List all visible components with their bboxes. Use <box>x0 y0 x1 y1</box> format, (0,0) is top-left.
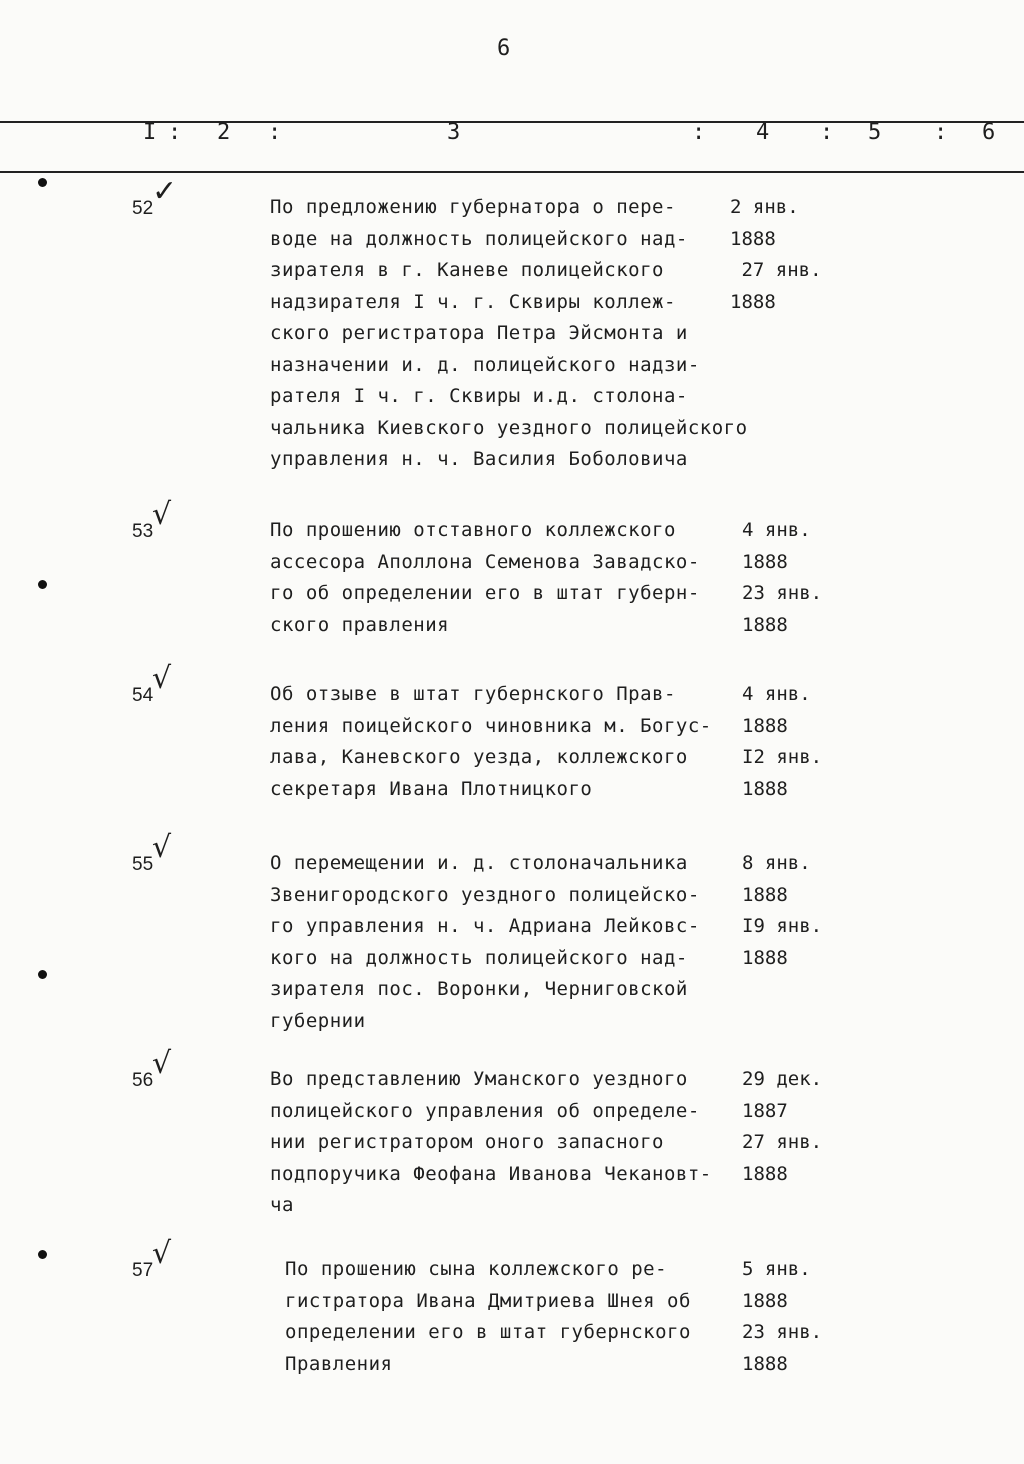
column-separator: : <box>168 120 182 145</box>
date-year: 1888 <box>730 290 776 313</box>
entry-text-line: секретаря Ивана Плотницкого <box>270 777 593 800</box>
page-number: 6 <box>497 36 511 61</box>
entry-text-line: зирателя в г. Каневе полицейского <box>270 259 664 281</box>
entry-text-line: О перемещении и. д. столоначальника <box>270 852 688 874</box>
entry-number: 54 <box>132 685 154 706</box>
entry-text-line: подпоручика Феофана Иванова Чекановт- <box>270 1162 712 1185</box>
entry-text-line: ления поицейского чиновника м. Богус- <box>270 714 712 737</box>
entry-text-line: кого на должность полицейского над- <box>270 946 688 969</box>
date-day-month: 8 янв. <box>742 852 811 874</box>
punch-hole-mark <box>38 1250 47 1259</box>
punch-hole-mark <box>38 580 47 589</box>
entry-text-line: Во представлению Уманского уездного <box>270 1068 688 1090</box>
entry-text-line: рателя I ч. г. Сквиры и.д. столона- <box>270 385 688 407</box>
entry-text-line: По предложению губернатора о пере- <box>270 196 676 218</box>
column-number: 6 <box>982 120 996 145</box>
entry-number: 57 <box>132 1260 154 1281</box>
date-year: 1888 <box>742 1289 788 1312</box>
date-year: 1888 <box>742 550 788 573</box>
entry-text-line: губернии <box>270 1009 366 1032</box>
date-day-month: 5 янв. <box>742 1258 811 1280</box>
entry-text-line: ча <box>270 1194 294 1216</box>
entry-text-line: ского регистратора Петра Эйсмонта и <box>270 322 688 344</box>
entry-text-line: Правления <box>285 1352 393 1375</box>
entry-number: 53 <box>132 521 154 542</box>
date-day-month: 2 янв. <box>730 196 799 218</box>
date-day-month: 4 янв. <box>742 519 811 541</box>
punch-hole-mark <box>38 178 47 187</box>
date-day-month: 23 янв. <box>742 582 823 604</box>
date-year: 1888 <box>742 777 788 800</box>
entry-number: 56 <box>132 1070 154 1091</box>
column-number: 5 <box>868 120 882 145</box>
entry-text-line: управления н. ч. Василия Боболовича <box>270 448 688 470</box>
entry-text-line: го об определении его в штат губерн- <box>270 582 700 604</box>
entry-text-line: нии регистратором оного запасного <box>270 1131 664 1153</box>
date-day-month: I9 янв. <box>742 915 823 937</box>
column-number: 2 <box>217 120 231 145</box>
date-year: 1888 <box>742 946 788 969</box>
date-year: 1887 <box>742 1099 788 1122</box>
header-bottom-rule <box>0 171 1024 173</box>
date-day-month: 4 янв. <box>742 683 811 705</box>
date-year: 1888 <box>742 714 788 737</box>
date-day-month: 27 янв. <box>742 1131 823 1153</box>
date-day-month: I2 янв. <box>742 746 823 768</box>
entry-text-line: ассесора Аполлона Семенова Завадско- <box>270 550 700 573</box>
entry-text-line: зирателя пос. Воронки, Черниговской <box>270 978 688 1000</box>
column-separator: : <box>692 120 706 145</box>
column-number: I <box>143 120 157 145</box>
column-separator: : <box>268 120 282 145</box>
column-separator: : <box>820 120 834 145</box>
date-year: 1888 <box>742 613 788 636</box>
column-number: 4 <box>756 120 770 145</box>
checkmark-icon: √ <box>152 1046 172 1081</box>
date-year: 1888 <box>730 227 776 250</box>
entry-number: 52 <box>132 198 154 219</box>
entry-text-line: го управления н. ч. Адриана Лейковс- <box>270 915 700 937</box>
column-number: 3 <box>447 120 461 145</box>
checkmark-icon: √ <box>152 830 172 865</box>
column-separator: : <box>934 120 948 145</box>
entry-text-line: Об отзыве в штат губернского Прав- <box>270 683 676 705</box>
checkmark-icon: √ <box>152 1236 172 1271</box>
entry-text-line: определении его в штат губернского <box>285 1321 691 1343</box>
date-year: 1888 <box>742 883 788 906</box>
entry-text-line: чальника Киевского уездного полицейского <box>270 416 748 439</box>
entry-text-line: полицейского управления об определе- <box>270 1099 700 1122</box>
date-year: 1888 <box>742 1352 788 1375</box>
checkmark-icon: √ <box>152 497 172 532</box>
entry-text-line: надзирателя I ч. г. Сквиры коллеж- <box>270 290 676 313</box>
checkmark-icon: √ <box>152 661 172 696</box>
date-day-month: 27 янв. <box>730 259 822 281</box>
checkmark-icon: ✓ <box>152 174 178 209</box>
entry-text-line: ского правления <box>270 613 450 636</box>
entry-text-line: По прошению отставного коллежского <box>270 519 676 541</box>
entry-text-line: Звенигородского уездного полицейско- <box>270 883 700 906</box>
date-day-month: 23 янв. <box>742 1321 823 1343</box>
entry-text-line: гистратора Ивана Дмитриева Шнея об <box>285 1289 691 1312</box>
entry-text-line: воде на должность полицейского над- <box>270 227 688 250</box>
punch-hole-mark <box>38 970 47 979</box>
entry-text-line: По прошению сына коллежского ре- <box>285 1258 668 1280</box>
entry-text-line: лава, Каневского уезда, коллежского <box>270 746 688 768</box>
date-year: 1888 <box>742 1162 788 1185</box>
date-day-month: 29 дек. <box>742 1068 823 1090</box>
entry-text-line: назначении и. д. полицейского надзи- <box>270 353 700 376</box>
entry-number: 55 <box>132 854 154 875</box>
